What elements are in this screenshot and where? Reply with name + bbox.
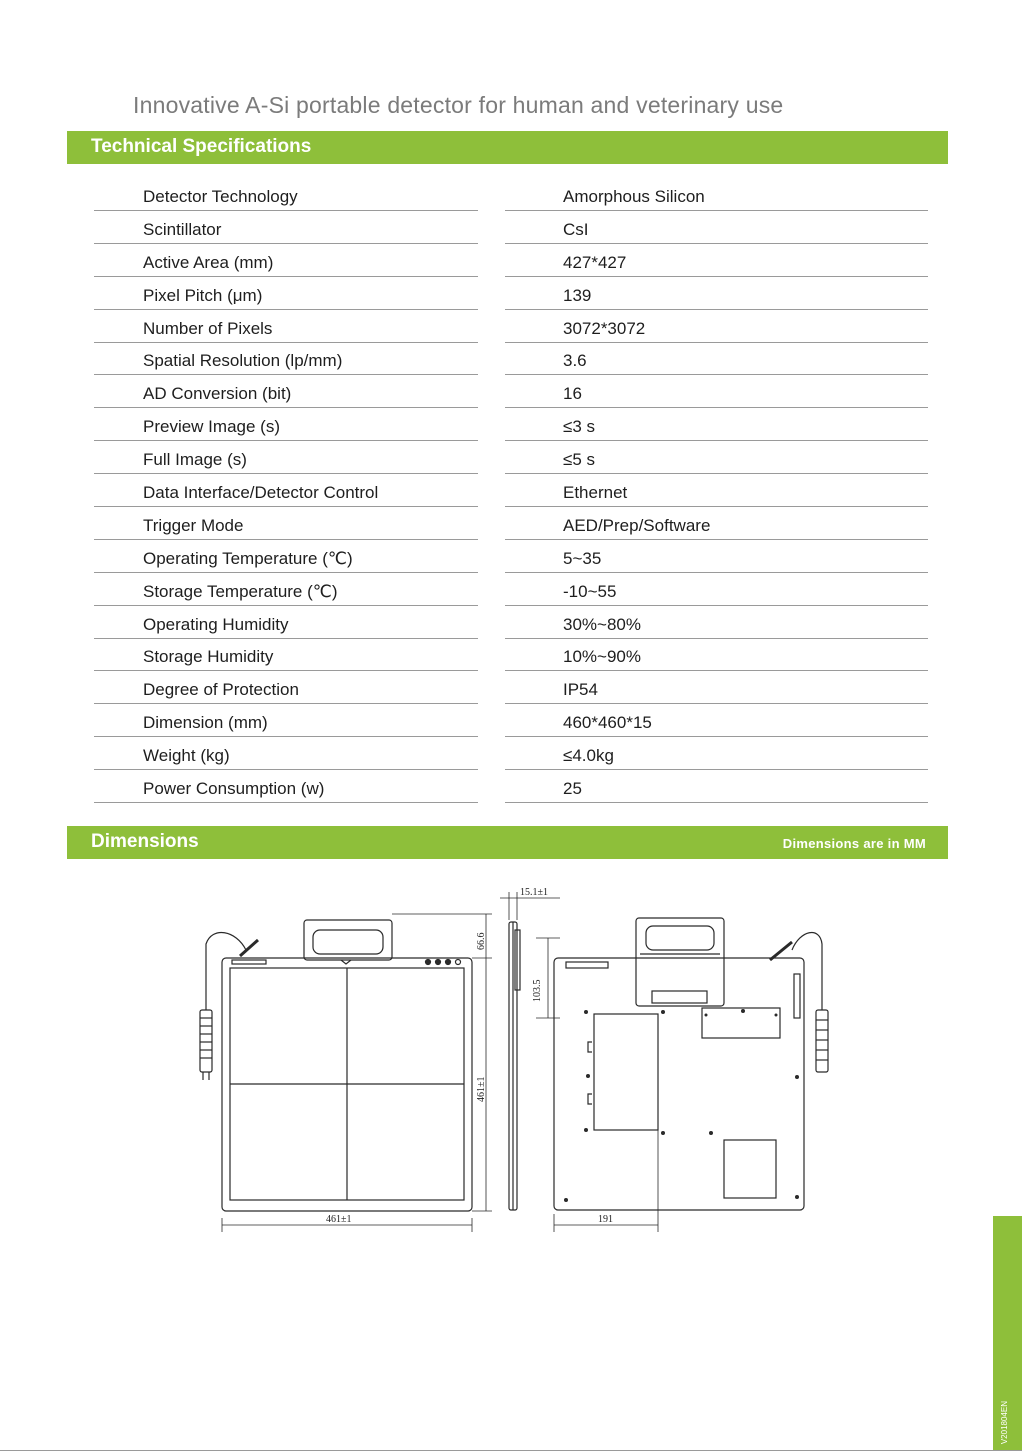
spec-value-cell bbox=[505, 408, 928, 441]
spec-value-cell bbox=[505, 606, 928, 639]
spec-row bbox=[0, 770, 1022, 803]
spec-value-cell bbox=[505, 178, 928, 211]
dimensions-section-title: Dimensions bbox=[91, 831, 199, 852]
front-height-dimension: 461±1 bbox=[476, 1076, 487, 1102]
back-view bbox=[554, 918, 828, 1210]
front-cable-connector bbox=[240, 940, 258, 956]
spec-row bbox=[0, 704, 1022, 737]
spec-value-cell bbox=[505, 770, 928, 803]
spec-label: Detector Technology bbox=[143, 187, 298, 206]
spec-value-cell bbox=[505, 375, 928, 408]
spec-label: Active Area (mm) bbox=[143, 252, 274, 272]
spec-value: ≤4.0kg bbox=[563, 746, 614, 766]
spec-row bbox=[0, 178, 1022, 211]
spec-label: Pixel Pitch (μm) bbox=[143, 285, 263, 305]
spec-value-cell bbox=[505, 573, 928, 606]
spec-value: CsI bbox=[563, 219, 589, 239]
back-cable-connector bbox=[770, 942, 792, 960]
spec-label-cell bbox=[94, 671, 478, 704]
spec-row bbox=[0, 408, 1022, 441]
thickness-dimension: 15.1±1 bbox=[520, 887, 548, 898]
spec-value: 25 bbox=[563, 779, 582, 799]
spec-value-cell bbox=[505, 277, 928, 310]
spec-label-cell bbox=[94, 244, 478, 277]
spec-row bbox=[0, 244, 1022, 277]
spec-label: Full Image (s) bbox=[143, 450, 247, 470]
page-headline: Innovative A-Si portable detector for human and veterinary use bbox=[133, 92, 784, 118]
spec-label-cell bbox=[94, 606, 478, 639]
front-dimension-lines bbox=[222, 914, 492, 1232]
spec-label: AD Conversion (bit) bbox=[143, 384, 292, 404]
spec-value-cell bbox=[505, 507, 928, 540]
back-info-label bbox=[724, 1140, 776, 1198]
spec-value-cell bbox=[505, 671, 928, 704]
spec-label: Number of Pixels bbox=[143, 318, 273, 338]
spec-label: Operating Temperature (℃) bbox=[143, 548, 353, 568]
back-battery-cover bbox=[594, 1014, 658, 1130]
spec-row bbox=[0, 671, 1022, 704]
spec-label: Spatial Resolution (lp/mm) bbox=[143, 351, 343, 371]
dimensions-unit-note: Dimensions are in MM bbox=[782, 836, 926, 851]
back-cable-plug bbox=[816, 1010, 828, 1072]
spec-value: Amorphous Silicon bbox=[563, 187, 705, 206]
spec-label-cell bbox=[94, 540, 478, 573]
spec-row bbox=[0, 638, 1022, 671]
spec-label-cell bbox=[94, 474, 478, 507]
spec-value: -10~55 bbox=[563, 581, 617, 601]
spec-label-cell bbox=[94, 737, 478, 770]
spec-value-cell bbox=[505, 474, 928, 507]
spec-row bbox=[0, 211, 1022, 244]
spec-value: 16 bbox=[563, 384, 582, 404]
footer-rule bbox=[0, 1450, 1022, 1451]
back-slot bbox=[566, 962, 608, 968]
spec-label: Dimension (mm) bbox=[143, 713, 268, 733]
spec-value-cell bbox=[505, 704, 928, 737]
spec-value: 460*460*15 bbox=[563, 713, 652, 733]
spec-label: Operating Humidity bbox=[143, 614, 289, 634]
spec-value: ≤5 s bbox=[563, 450, 596, 470]
spec-value-cell bbox=[505, 310, 928, 343]
spec-label: Storage Humidity bbox=[143, 647, 274, 667]
spec-value-cell bbox=[505, 244, 928, 277]
spec-row bbox=[0, 441, 1022, 474]
spec-label-cell bbox=[94, 573, 478, 606]
spec-label: Storage Temperature (℃) bbox=[143, 581, 338, 601]
spec-label: Preview Image (s) bbox=[143, 417, 280, 437]
front-width-dimension: 461±1 bbox=[326, 1214, 352, 1225]
front-view bbox=[200, 920, 472, 1211]
spec-row bbox=[0, 277, 1022, 310]
spec-label: Scintillator bbox=[143, 219, 222, 239]
spec-label-cell bbox=[94, 408, 478, 441]
spec-row bbox=[0, 573, 1022, 606]
spec-value-cell bbox=[505, 737, 928, 770]
spec-value: 427*427 bbox=[563, 252, 627, 272]
back-cable bbox=[792, 933, 822, 1010]
spec-label-cell bbox=[94, 375, 478, 408]
spec-value: IP54 bbox=[563, 680, 598, 700]
side-accent-tab bbox=[993, 1216, 1022, 1450]
back-panel-outline bbox=[554, 958, 804, 1210]
spec-value: Ethernet bbox=[563, 483, 628, 503]
side-height-dimension: 103.5 bbox=[532, 979, 543, 1002]
spec-section-title: Technical Specifications bbox=[91, 136, 312, 157]
dimension-drawing bbox=[0, 870, 1022, 1250]
spec-row bbox=[0, 606, 1022, 639]
spec-label-cell bbox=[94, 704, 478, 737]
back-width-dimension: 191 bbox=[598, 1214, 613, 1225]
spec-label-cell bbox=[94, 310, 478, 343]
dimensions-section-header bbox=[67, 826, 948, 859]
spec-label-cell bbox=[94, 441, 478, 474]
spec-row bbox=[0, 737, 1022, 770]
spec-label: Degree of Protection bbox=[143, 680, 299, 700]
side-view bbox=[509, 922, 520, 1210]
spec-label: Weight (kg) bbox=[143, 746, 230, 766]
spec-value-cell bbox=[505, 540, 928, 573]
front-logo-mark bbox=[232, 960, 266, 964]
spec-section-header bbox=[67, 131, 948, 164]
spec-label: Trigger Mode bbox=[143, 515, 244, 535]
back-label-plate bbox=[652, 991, 707, 1003]
spec-value: ≤3 s bbox=[563, 417, 596, 437]
spec-value-cell bbox=[505, 441, 928, 474]
spec-value: 3.6 bbox=[563, 351, 587, 371]
spec-label-cell bbox=[94, 277, 478, 310]
spec-row bbox=[0, 310, 1022, 343]
spec-value: 5~35 bbox=[563, 548, 602, 568]
spec-label: Data Interface/Detector Control bbox=[143, 483, 379, 503]
handle-height-dimension: 66.6 bbox=[476, 932, 487, 950]
spec-label: Power Consumption (w) bbox=[143, 779, 325, 799]
spec-value: 3072*3072 bbox=[563, 318, 646, 338]
spec-row bbox=[0, 375, 1022, 408]
spec-value: AED/Prep/Software bbox=[563, 515, 711, 535]
spec-label-cell bbox=[94, 770, 478, 803]
front-cable bbox=[206, 933, 246, 1010]
spec-label-cell bbox=[94, 507, 478, 540]
spec-value-cell bbox=[505, 211, 928, 244]
front-cable-plug bbox=[200, 1010, 212, 1072]
back-side-port bbox=[794, 974, 800, 1018]
spec-table bbox=[0, 178, 1022, 803]
spec-value: 30%~80% bbox=[563, 614, 641, 634]
back-handle-grip bbox=[646, 926, 714, 950]
front-handle-grip bbox=[313, 930, 383, 954]
spec-value-cell bbox=[505, 342, 928, 375]
spec-value-cell bbox=[505, 638, 928, 671]
spec-label-cell bbox=[94, 211, 478, 244]
spec-label-cell bbox=[94, 342, 478, 375]
spec-row bbox=[0, 507, 1022, 540]
spec-row bbox=[0, 474, 1022, 507]
spec-label-cell bbox=[94, 178, 478, 211]
spec-label-cell bbox=[94, 638, 478, 671]
spec-row bbox=[0, 342, 1022, 375]
spec-value: 10%~90% bbox=[563, 647, 641, 667]
spec-row bbox=[0, 540, 1022, 573]
back-connector-panel bbox=[702, 1008, 780, 1038]
document-code: V201804EN bbox=[1000, 1400, 1009, 1444]
spec-value: 139 bbox=[563, 285, 592, 305]
back-handle bbox=[636, 918, 724, 1006]
